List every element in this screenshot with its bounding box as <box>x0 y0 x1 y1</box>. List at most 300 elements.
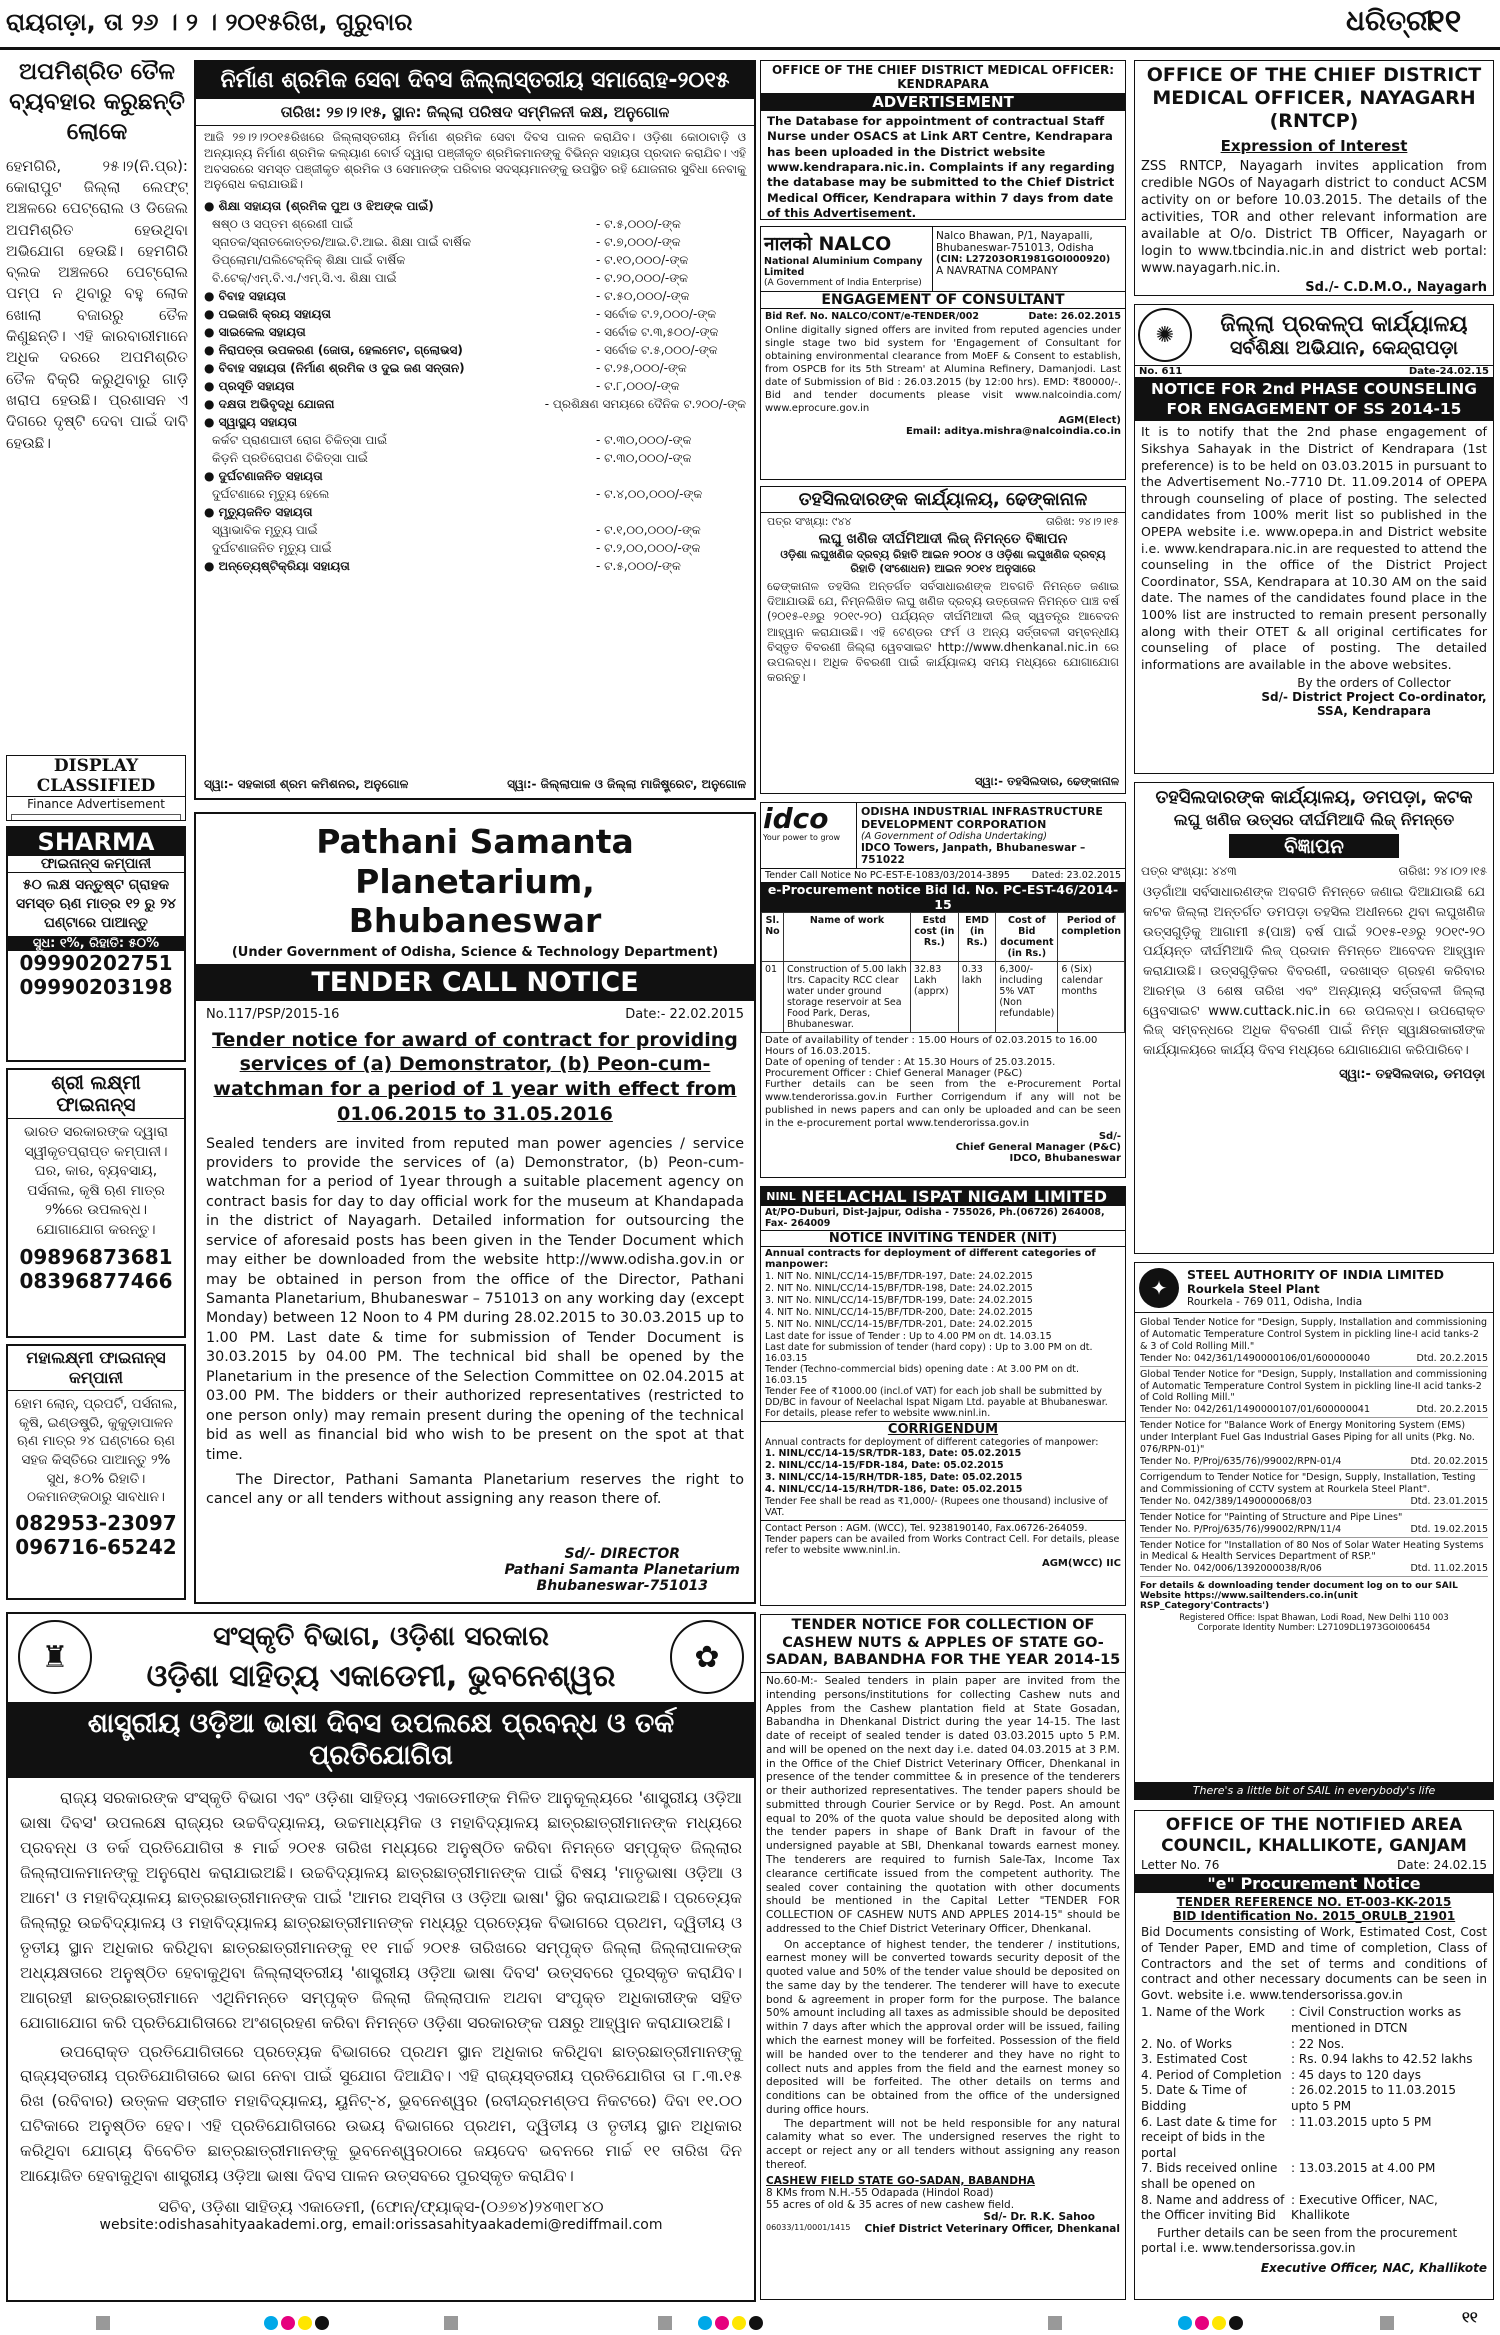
dampada-subtitle: ଲଘୁ ଖଣିଜ ଉତ୍ସର ଦୀର୍ଘମିଆଦି ଲିଜ୍ ନିମନ୍ତେ <box>1173 810 1455 829</box>
dhenkanal-rule: ଓଡ଼ିଶା ଲଘୁଖଣିଜ ଦ୍ରବ୍ୟ ରିହାତି ଆଇନ ୨୦୦୪ ଓ ଓଡ଼ିଶା ଲଘୁଖଣିଜ ଦ୍ରବ୍ୟ ରିହାତି (ସଂଶୋଧନ) ଆଇନ ୨୦୧୪ ଅନୁସାରେ <box>780 548 1106 575</box>
ninl-corr-items <box>761 1448 1125 1496</box>
rate-table-graphic <box>11 814 181 821</box>
nalco-company-sub: (A Government of India Enterprise) <box>764 278 922 288</box>
benefit-row <box>204 251 746 269</box>
benefit-row <box>204 467 746 485</box>
ninl-corrigendum-title: CORRIGENDUM <box>761 1421 1125 1437</box>
kendrapara-dpc-title-2: ସର୍ବଶିକ୍ଷା ଅଭିଯାନ, କେନ୍ଦ୍ରାପଡ଼ା <box>1230 336 1458 359</box>
benefit-label: ସ୍ନାତକ/ସ୍ନାତକୋତ୍ତର/ଆଇ.ଟି.ଆଇ. ଶିକ୍ଷା ପାଇଁ ବାର୍ଷିକ <box>212 235 471 250</box>
idco-header-cell: Period of completion <box>1058 913 1125 962</box>
kendrapara-dpc-title-1: ଜିଲ୍ଲା ପ୍ରକଳ୍ପ କାର୍ଯ୍ୟାଳୟ <box>1220 311 1468 337</box>
dampada-sign: ସ୍ୱା:- ତହସିଲଦାର, ଡମପଡ଼ା <box>1339 1066 1485 1082</box>
benefit-amount: - ସର୍ବୋଚ୍ଚ ଟ.୩,୫୦୦/-ଙ୍କ <box>596 325 719 340</box>
benefit-amount: - ଟ.୨୦,୦୦୦/-ଙ୍କ <box>596 271 688 286</box>
article-headline: ଅପମିଶ୍ରିତ ତୈଳ ବ୍ୟବହାର କରୁଛନ୍ତି ଲୋକେ <box>9 59 185 145</box>
sharma-body: ୫୦ ଲକ୍ଷ ସନ୍ତୁଷ୍ଟ ଗ୍ରାହକ ସମସ୍ତ ଋଣ ମାତ୍ର ୧୨ ରୁ ୨୪ ଘଣ୍ଟାରେ ପାଆନ୍ତୁ <box>15 877 177 931</box>
khallikote-key: 3. Estimated Cost <box>1141 2052 1248 2067</box>
benefit-amount: - ଟ.୩୦,୦୦୦/-ଙ୍କ <box>596 451 692 466</box>
kendrapara-dpc-bar: NOTICE FOR 2nd PHASE COUNSELING FOR ENGAGEMENT OF SS 2014-15 <box>1135 377 1493 421</box>
benefit-row <box>204 323 746 341</box>
lakshmi-phone-1[interactable]: 09896873681 <box>19 1244 173 1269</box>
khallikote-intro: Bid Documents consisting of Work, Estimated Cost, Cost of Tender Paper, EMD and time of completion, Class of Contractors and the set of terms and conditions of contract and other necessary documents can be seen in Govt. website i.e. www.tendersorissa.gov.in <box>1141 1925 1487 2002</box>
display-classified-subtitle: Finance Advertisement <box>27 797 165 811</box>
dampada-tahasil-ad <box>1134 782 1494 1254</box>
sail-city: Rourkela - 769 011, Odisha, India <box>1187 1296 1363 1308</box>
khallikote-row <box>1141 2052 1487 2068</box>
idco-sign-2: Chief General Manager (P&C) <box>955 1141 1121 1153</box>
sail-entry-desc: Corrigendum to Tender Notice for "Design, Supply, Installation, Testing and Commissioning of CCTV system at Rourkela Steel Plant". <box>1140 1471 1476 1495</box>
benefit-label: କିଡ଼ନି ପ୍ରତିରୋପଣ ଚିକିତ୍ସା ପାଇଁ <box>212 451 368 466</box>
nirman-dateline: ତାରିଖ: ୨୭।୨।୧୫, ସ୍ଥାନ: ଜିଲ୍ଲା ପରିଷଦ ସମ୍ମିଳନୀ କକ୍ଷ, ଅନୁଗୋଳ <box>196 99 754 126</box>
nalco-company: National Aluminium Company Limited <box>764 256 923 278</box>
dhenkanal-tahasil-ad <box>760 486 1126 794</box>
benefit-amount: - ସର୍ବୋଚ୍ଚ ଟ.୫,୦୦୦/-ଙ୍କ <box>596 343 718 358</box>
idco-cell: Construction of 5.00 lakh ltrs. Capacity RCC clear water under ground storage reservoir at Sea Food Park, Deras, Bhubaneswar. <box>783 962 910 1033</box>
kendrapara-cdmo-bar: ADVERTISEMENT <box>761 93 1125 111</box>
benefit-amount: - ଟ.୫୦,୦୦୦/-ଙ୍କ <box>596 289 690 304</box>
ssa-emblem-icon: ✺ <box>1138 308 1192 362</box>
benefit-row <box>204 287 746 305</box>
benefit-amount: - ଟ.୧୦,୦୦୦/-ଙ୍କ <box>596 253 689 268</box>
kendrapara-dpc-sign-3: SSA, Kendrapara <box>1316 704 1432 719</box>
khallikote-row <box>1141 2193 1487 2224</box>
ninl-contact: Contact Person : AGM. (WCC), Tel. 9238190140, Fax.06726-264059. Tender papers can be availed from Works Contract Cell. For details, please refer to website www.ninl.in. <box>761 1520 1125 1558</box>
ninl-items <box>761 1271 1125 1330</box>
kendrapara-cdmo-ad <box>760 60 1126 220</box>
ninl-name: NEELACHAL ISPAT NIGAM LIMITED <box>801 1187 1107 1206</box>
khallikote-row <box>1141 2005 1487 2036</box>
benefit-row <box>204 431 746 449</box>
ninl-corr-item: 3. NINL/CC/14-15/RH/TDR-185, Date: 05.02.2015 <box>765 1472 1023 1484</box>
planetarium-tender-ad <box>194 812 756 1604</box>
sail-entry <box>1140 1538 1488 1578</box>
article-body: ହେମଗିରି, ୨୫।୨(ନି.ପ୍ର): କୋରାପୁଟ ଜିଲ୍ଲା ଲେଫ୍ଟ୍ ଅଞ୍ଚଳରେ ପେଟ୍ରୋଲ ଓ ଡିଜେଲ ଅପମିଶ୍ରିତ ହେଉଥିବା ଅଭିଯୋଗ ହେଉଛି। ହେମଗିରି ବ୍ଲକ ଅଞ୍ଚଳରେ ପେଟ୍ରୋଲ ପମ୍ପ ନ ଥିବାରୁ ବହୁ ଲୋକ ଖୋଲା ବଜାରରୁ ତୈଳ କିଣୁଛନ୍ତି। ଏହି କାରବାରୀମାନେ ଅଧିକ ଦରରେ ଅପମିଶ୍ରିତ ତୈଳ ବିକ୍ରି କରୁଥିବାରୁ ଗାଡ଼ି ଖରାପ ହେଉଛି। ପ୍ରଶାସନ ଏ ଦିଗରେ ଦୃଷ୍ଟି ଦେବା ପାଇଁ ଦାବି ହେଉଛି। <box>6 156 188 452</box>
idco-table <box>761 912 1125 1033</box>
khallikote-val: : 11.03.2015 upto 5 PM <box>1291 2114 1432 2129</box>
sail-entry <box>1140 1510 1488 1538</box>
khallikote-key: 1. Name of the Work <box>1141 2005 1265 2020</box>
sanskruti-academy: ଓଡ଼ିଶା ସାହିତ୍ୟ ଏକାଡେମୀ, ଭୁବନେଶ୍ୱର <box>146 1658 616 1694</box>
benefit-row <box>204 197 746 215</box>
sail-entry-no: Tender No: 042/261/1490000107/01/600000041 <box>1140 1404 1370 1416</box>
benefit-row <box>204 449 746 467</box>
idco-sign-3: IDCO, Bhubaneswar <box>1009 1152 1121 1164</box>
idco-tagline: Your power to grow <box>763 833 841 842</box>
footer-page-number: ୧୧ <box>1462 2308 1478 2326</box>
planetarium-sign-1: Sd/- DIRECTOR <box>564 1546 681 1562</box>
sail-entry <box>1140 1315 1488 1367</box>
nirman-benefit-list <box>196 197 754 575</box>
nalco-body: Online digitally signed offers are invited from reputed agencies under single stage two bid system for 'Engagement of Consultant for obtaining environmental clearance from MoEF & Consent to establish, from OSPCB for its 5th Stream' at Alumina Refinery, Damanjodi. Last date of Submission of Bid : 26.03.2015 (by 12:00 hrs). EMD: ₹80000/-. Bid and tender documents please visit www.nalcoindia.com/ www.eprocure.gov.in <box>765 325 1121 414</box>
benefit-row <box>204 215 746 233</box>
dhenkanal-body: ଢେଙ୍କାନାଳ ତହସିଲ ଅନ୍ତର୍ଗତ ସର୍ବସାଧାରଣଙ୍କ ଅବଗତି ନିମନ୍ତେ ଜଣାଇ ଦିଆଯାଉଛି ଯେ, ନିମ୍ନଲିଖିତ ଲଘୁ ଖଣିଜ ଦ୍ରବ୍ୟ ଉତ୍ତୋଳନ ନିମନ୍ତେ ପାଞ୍ଚ ବର୍ଷ (୨୦୧୫-୧୬ରୁ ୨୦୧୯-୨୦) ପର୍ଯ୍ୟନ୍ତ ଦୀର୍ଘମିଆଦୀ ଲିଜ୍ ସ୍ୱତନ୍ତ୍ର ଆବେଦନ ଆହ୍ୱାନ କରାଯାଉଛି। ଏହି ଟେଣ୍ଡର ଫର୍ମ ଓ ଅନ୍ୟ ସର୍ତ୍ତାବଳୀ ସମ୍ବନ୍ଧୀୟ ବିସ୍ତୃତ ବିବରଣୀ ଜିଲ୍ଲା ୱେବସାଇଟ http://www.dhenkanal.nic.in ରେ ଉପଲବ୍ଧ। ଅଧିକ ବିବରଣୀ ପାଇଁ କାର୍ଯ୍ୟାଳୟ ସମୟ ମଧ୍ୟରେ ଯୋଗାଯୋଗ କରନ୍ତୁ। <box>767 579 1119 685</box>
idco-header-cell: Cost of Bid document (in Rs.) <box>996 913 1058 962</box>
nalco-date: Date: 26.02.2015 <box>1028 311 1121 322</box>
cashew-field-sub-2: 55 acres of old & 35 acres of new cashew field. <box>766 2198 1015 2211</box>
khallikote-sign: Executive Officer, NAC, Khallikote <box>1260 2260 1487 2275</box>
sail-entry-date: Dtd. 20.02.2015 <box>1410 1455 1488 1467</box>
sail-entry-no: Tender No. 042/389/1490000068/03 <box>1140 1495 1313 1507</box>
benefit-label: ● ସାଇକେଲ ସହାୟତା <box>204 325 306 340</box>
benefit-amount <box>596 503 746 521</box>
paper-logo: ଧରିତ୍ରୀ <box>1346 4 1434 37</box>
khallikote-val: : 13.03.2015 at 4.00 PM <box>1291 2161 1436 2176</box>
benefit-row <box>204 413 746 431</box>
display-classified-title: DISPLAY CLASSIFIED <box>7 756 185 797</box>
sail-entry-line <box>1140 1563 1488 1574</box>
cashew-title: TENDER NOTICE FOR COLLECTION OF CASHEW NUTS & APPLES OF STATE GO-SADAN, BABANDHA FOR THE YEAR 2014-15 <box>761 1615 1125 1673</box>
kendrapara-cdmo-body: The Database for appointment of contractual Staff Nurse under OSACS at Link ART Centre, Kendrapara has been uploaded in the District website www.kendrapara.nic.in. Complaints if any regarding the database may be submitted to the Chief District Medical Officer, Kendrapara within 7 days from date of this Advertisement. <box>767 114 1115 220</box>
benefit-row <box>204 269 746 287</box>
ninl-item: 1. NIT No. NINL/CC/14-15/BF/TDR-197, Date: 24.02.2015 <box>765 1271 1033 1282</box>
sail-ad <box>1134 1262 1494 1800</box>
kendrapara-dpc-sign-1: By the orders of Collector <box>1297 676 1451 691</box>
kendrapara-cdmo-title: OFFICE OF THE CHIEF DISTRICT MEDICAL OFFICER: KENDRAPARA <box>771 63 1115 91</box>
ninl-intro: Annual contracts for deployment of different categories of manpower: <box>765 1248 1096 1270</box>
ninl-corr-item: 1. NINL/CC/14-15/SR/TDR-183, Date: 05.02.2015 <box>765 1448 1022 1460</box>
cashew-body-2: On acceptance of highest tender, the tenderer / institutions, earnest money will be converted towards security deposit of the quoted value and 50% of the tender value should be deposited on the same day by the tenderer. The tenderer will have to execute bond & agreement in proper form for the purpose. The balance 50% amount including all taxes as admissible should be deposited within 7 days after which the approval order will be issued, failing which the earnest money will be forfeited. Possession of the field will be handed over to the tenderer and they have no right to collect nuts and apples from the field and the earnest money so deposited will be forfeited. The other details on terms and conditions can be obtained from the office of the undersigned during office hours. <box>766 1938 1120 2116</box>
ninl-logo: NINL <box>766 1190 796 1203</box>
ninl-corr-intro: Annual contracts for deployment of different categories of manpower: <box>765 1437 1099 1449</box>
idco-header-cell: Name of work <box>783 913 910 962</box>
sanskruti-ad <box>6 1612 756 2302</box>
khallikote-row <box>1141 2161 1487 2192</box>
khallikote-val: : Rs. 0.94 lakhs to 42.52 lakhs <box>1291 2052 1473 2067</box>
sail-entry-desc: Global Tender Notice for "Design, Supply, Installation and commissioning of Automatic Temperature Control System in pickling line-I acid tanks-2 & 3 of Cold Rolling Mill." <box>1140 1317 1488 1352</box>
kendrapara-dpc-ad <box>1134 304 1494 774</box>
benefit-label: ଡିପ୍ଲୋମା/ପଲିଟେକ୍ନିକ୍ ଶିକ୍ଷା ପାଇଁ ବାର୍ଷିକ <box>212 253 406 268</box>
benefit-amount <box>596 197 746 215</box>
sail-entry-date: Dtd. 23.01.2015 <box>1410 1495 1488 1507</box>
nayagarh-body: ZSS RNTCP, Nayagarh invites application from credible NGOs of Nayagarh district to conduct ACSM activity on or before 10.03.2015. The details of the activities, TOR and other relevant information are available at O/o. District TB Officer, Nayagarh or login to www.tbcindia.nic.in and district web portal: www.nayagarh.nic.in. <box>1141 159 1487 276</box>
ninl-corr-item: 4. NINL/CC/14-15/RH/TDR-186, Date: 05.02.2015 <box>765 1484 1023 1495</box>
khallikote-ref: TENDER REFERENCE NO. ET-003-KK-2015 <box>1176 1895 1452 1910</box>
benefit-row <box>204 377 746 395</box>
sanskruti-p2: ଉପରୋକ୍ତ ପ୍ରତିଯୋଗିତାରେ ପ୍ରତ୍ୟେକ ବିଭାଗରେ ପ୍ରଥମ ସ୍ଥାନ ଅଧିକାର କରିଥିବା ଛାତ୍ରଛାତ୍ରୀମାନଙ୍କୁ ରାଜ୍ୟସ୍ତରୀୟ ପ୍ରତିଯୋଗିତାରେ ଭାଗ ନେବା ପାଇଁ ସୁଯୋଗ ଦିଆଯିବ। ଏହି ରାଜ୍ୟସ୍ତରୀୟ ପ୍ରତିଯୋଗିତା ତା ୮.୩.୧୫ ରିଖ (ରବିବାର) ଉତ୍କଳ ସଙ୍ଗୀତ ମହାବିଦ୍ୟାଳୟ, ୟୁନିଟ୍-୪, ଭୁବନେଶ୍ୱର (ରବୀନ୍ଦ୍ରମଣ୍ଡପ ନିକଟରେ) ଦିବା ୧୧.୦୦ ଘଟିକାରେ ଅନୁଷ୍ଠିତ ହେବ। ଏହି ପ୍ରତିଯୋଗିତାରେ ଉଭୟ ବିଭାଗରେ ପ୍ରଥମ, ଦ୍ୱିତୀୟ ଓ ତୃତୀୟ ସ୍ଥାନ ଅଧିକାର କରିଥିବା ଯୋଗ୍ୟ ବିବେଚିତ ଛାତ୍ରଛାତ୍ରୀମାନଙ୍କୁ ଭୁବନେଶ୍ୱରଠାରେ ଜୟଦେବ ଭବନରେ ମାର୍ଚ୍ଚ ୧୧ ତାରିଖ ଦିନ ଆୟୋଜିତ ହେବାକୁଥିବା ଶାସ୍ତ୍ରୀୟ ଓଡ଼ିଆ ଭାଷା ଦିବସ ପାଳନ ଉତ୍ସବରେ ପୁରସ୍କୃତ କରାଯିବ। <box>20 2041 742 2186</box>
planetarium-sign-2: Pathani Samanta Planetarium <box>504 1562 740 1578</box>
nirman-shramik-ad <box>194 60 756 800</box>
khallikote-val: : 26.02.2015 to 11.03.2015 upto 5 PM <box>1291 2083 1456 2113</box>
sail-entry-no: Tender No. P/Proj/635/76)/99002/RPN/11/4 <box>1140 1523 1342 1535</box>
sail-tender-list <box>1135 1313 1493 1579</box>
dampada-bar: ବିଜ୍ଞାପନ <box>1229 834 1399 858</box>
sail-entry-desc: Tender Notice for "Installation of 80 Nos of Solar Water Heating Systems in Medical & Health Services Department of RSP." <box>1140 1539 1484 1563</box>
benefit-label: ● ବିବାହ ସହାୟତା (ନିର୍ମାଣ ଶ୍ରମିକ ଓ ଦୁଇ ଜଣ ସନ୍ତାନ) <box>204 361 465 376</box>
ninl-opening: Tender (Techno-commercial bids) opening date : At 3.00 PM on dt. 16.03.15 <box>765 1364 1079 1387</box>
nalco-email[interactable]: Email: aditya.mishra@nalcoindia.co.in <box>905 426 1121 437</box>
sail-logo-icon: ✦ <box>1139 1268 1179 1308</box>
dhenkanal-letter: ପତ୍ର ସଂଖ୍ୟା: ୯୪୪ <box>767 515 852 528</box>
sanskruti-web[interactable]: website:odishasahityaakademi.org, email:orissasahityaakademi@rediffmail.com <box>99 2217 663 2234</box>
benefit-row <box>204 359 746 377</box>
idco-sign-1: Sd/- <box>1098 1130 1121 1142</box>
benefit-label: ● ସ୍ୱାସ୍ଥ୍ୟ ସହାୟତା <box>204 415 297 430</box>
lakshmi-body: ଭାରତ ସରକାରଙ୍କ ଦ୍ୱାରା ସ୍ୱୀକୃତପ୍ରାପ୍ତ କମ୍ପାନୀ। ଘର, କାର, ବ୍ୟବସାୟ, ପର୍ସନାଲ, କୃଷି ଋଣ ମାତ୍ର ୨%ରେ ଉପଲବ୍ଧ। ଯୋଗାଯୋଗ କରନ୍ତୁ। <box>23 1124 169 1238</box>
sail-plant: Rourkela Steel Plant <box>1187 1282 1320 1296</box>
sharma-sub: ଫାଇନାନ୍ସ କମ୍ପାନୀ <box>8 856 184 873</box>
sail-entry-desc: Global Tender Notice for "Design, Supply, Installation and commissioning of Automatic Temperature Control System in pickling line-II acid tanks-2 of Cold Rolling Mill." <box>1140 1368 1488 1404</box>
sail-entry-no: Tender No. P/Proj/635/76)/99002/RPN-01/4 <box>1140 1455 1342 1467</box>
sail-entry-line <box>1140 1496 1488 1507</box>
idco-header-cell: Estd cost (in Rs.) <box>911 913 959 962</box>
sail-entry-desc: Tender Notice for "Balance Work of Energy Monitoring System (EMS) under Interplant Fuel Gas Industrial Gases Piping for all units (Pkg. No. 076/RPN-01)" <box>1140 1420 1475 1455</box>
idco-opening: Date of opening of tender : At 15.30 Hours of 25.03.2015. <box>765 1057 1056 1069</box>
benefit-label: ସ୍ୱାଭାବିକ ମୃତ୍ୟୁ ପାଇଁ <box>212 523 318 538</box>
cashew-body-3: The department will not be held responsible for any natural calamity what so ever. The undersigned reserves the right to accept or reject any or all tenders without assigning any reason thereof. <box>766 2117 1120 2171</box>
benefit-row <box>204 557 746 575</box>
khallikote-title: OFFICE OF THE NOTIFIED AREA COUNCIL, KHALLIKOTE, GANJAM <box>1161 1815 1467 1856</box>
benefit-amount: - ଟ.୭,୦୦୦/-ଙ୍କ <box>596 235 681 250</box>
idco-header-cell: EMD (in Rs.) <box>958 913 996 962</box>
sail-entry <box>1140 1470 1488 1510</box>
khallikote-date: Date: 24.02.15 <box>1397 1858 1487 1873</box>
odisha-govt-emblem-icon: ♜ <box>18 1620 92 1694</box>
khallikote-key: 7. Bids received online shall be opened on <box>1141 2161 1278 2191</box>
nirman-sign-left: ସ୍ୱା:- ସହକାରୀ ଶ୍ରମ କମିଶନର, ଅନୁଗୋଳ <box>204 777 409 791</box>
idco-header-cell: Sl. No <box>762 913 784 962</box>
planetarium-body-2: The Director, Pathani Samanta Planetarium reserves the right to cancel any or all tenders without assigning any reason there of. <box>206 1471 744 1508</box>
khallikote-key: 2. No. of Works <box>1141 2036 1233 2051</box>
khallikote-row <box>1141 2083 1487 2114</box>
ninl-item: 3. NIT No. NINL/CC/14-15/BF/TDR-199, Date: 24.02.2015 <box>765 1294 1033 1306</box>
cashew-tender-ad <box>760 1614 1126 2300</box>
benefit-row <box>204 305 746 323</box>
dhenkanal-title: ତହସିଲଦାରଙ୍କ କାର୍ଯ୍ୟାଳୟ, ଢେଙ୍କାନାଳ <box>761 487 1125 513</box>
sail-entry-no: Tender No. 042/006/1392000038/R/06 <box>1140 1563 1322 1575</box>
benefit-label: ● ଦକ୍ଷତା ଅଭିବୃଦ୍ଧି ଯୋଜନା <box>204 397 335 412</box>
sail-entry-line <box>1140 1524 1488 1535</box>
benefit-label: ଦୁର୍ଘଟଣାରେ ମୃତ୍ୟୁ ହେଲେ <box>212 487 330 502</box>
benefit-amount: - ଟ.୨୫,୦୦୦/-ଙ୍କ <box>596 361 687 376</box>
dateline: ରାୟଗଡ଼ା, ତା ୨୬ । ୨ । ୨୦୧୫ରିଖ, ଗୁରୁବାର <box>6 8 413 36</box>
sanskruti-sign: ସଚିବ, ଓଡ଼ିଶା ସାହିତ୍ୟ ଏକାଡେମୀ, (ଫୋନ୍/ଫ୍ୟାକ୍ସ-(୦୬୭୪)୨୪୩୧୮୪୦ <box>158 2197 604 2217</box>
benefit-amount: - ଟ.୧,୦୦,୦୦୦/-ଙ୍କ <box>596 523 701 538</box>
sail-entry-date: Dtd. 20.2.2015 <box>1416 1404 1488 1416</box>
idco-logo: idco <box>763 802 829 835</box>
lakshmi-name: ଶ୍ରୀ ଲକ୍ଷ୍ମୀ ଫାଇନାନ୍ସ <box>8 1070 184 1119</box>
idco-notice-no: Tender Call Notice No PC-EST-E-1083/03/2014-3895 <box>765 870 1010 882</box>
planetarium-title-2: Bhubaneswar <box>348 901 602 941</box>
khallikote-key: 8. Name and address of the Officer inviting Bid <box>1141 2192 1285 2223</box>
benefit-label: ● ନିରାପତ୍ତା ଉପକରଣ (ଜୋତା, ହେଲମେଟ, ଗ୍ଲୋଭସ) <box>204 343 463 358</box>
ninl-address: At/PO-Duburi, Dist-Jajpur, Odisha - 755026, Ph.(06726) 264008, Fax- 264009 <box>761 1206 1125 1231</box>
cashew-field-sub-1: 8 KMs from N.H.-55 Odapada (Hindol Road) <box>766 2186 994 2199</box>
sanskruti-dept: ସଂସ୍କୃତି ବିଭାଗ, ଓଡ଼ିଶା ସରକାର <box>213 1620 549 1652</box>
benefit-label: ● ଅନ୍ତ୍ୟେଷ୍ଟିକ୍ରିୟା ସହାୟତା <box>204 559 350 574</box>
benefit-amount: - ଟ.୫,୦୦୦/-ଙ୍କ <box>596 217 681 232</box>
benefit-row <box>204 233 746 251</box>
dhenkanal-sign: ସ୍ୱା:- ତହସିଲଦାର, ଢେଙ୍କାନାଳ <box>974 774 1119 788</box>
benefit-amount: - ଟ.୪,୦୦,୦୦୦/-ଙ୍କ <box>596 487 703 502</box>
khallikote-row <box>1141 2037 1487 2053</box>
idco-cell: 0.33 lakh <box>958 962 996 1033</box>
ninl-fee: Tender Fee of ₹1000.00 (incl.of VAT) for each job shall be submitted by DD/BC in favour of Neelachal Ispat Nigam Ltd. payable at Bhubaneswar. For details, please refer to website www.ninl.in. <box>765 1386 1108 1420</box>
lakshmi-finance-ad <box>6 1068 186 1338</box>
sail-footer: For details & downloading tender document log on to our SAIL Website https://www.sailtenders.co.in(unit RSP_Category'Contracts') <box>1140 1581 1458 1612</box>
display-classified-header <box>6 755 186 821</box>
sail-entry-line <box>1140 1353 1488 1364</box>
benefit-label: କର୍କଟ ପ୍ରାଣଘାତୀ ରୋଗ ଚିକିତ୍ସା ପାଇଁ <box>212 433 388 448</box>
cashew-code: 06033/11/0001/1415 <box>766 2222 851 2232</box>
khallikote-key: 6. Last date & time for receipt of bids in the portal <box>1141 2114 1277 2160</box>
planetarium-bar: TENDER CALL NOTICE <box>196 964 754 1001</box>
khallikote-bar: "e" Procurement Notice <box>1135 1874 1493 1893</box>
dampada-title: ତହସିଲଦାରଙ୍କ କାର୍ଯ୍ୟାଳୟ, ଡମପଡ଼ା, କଟକ <box>1155 787 1473 808</box>
ninl-corr-fee: Tender Fee shall be read as ₹1,000/- (Rupees one thousand) inclusive of VAT. <box>765 1495 1108 1518</box>
khallikote-letter: Letter No. 76 <box>1141 1858 1220 1873</box>
nayagarh-cdmo-ad <box>1134 60 1494 296</box>
benefit-amount <box>596 413 746 431</box>
cashew-sign-1: Sd/- Dr. R.K. Sahoo <box>983 2210 1095 2223</box>
sail-slogan: There's a little bit of SAIL in everybody's life <box>1135 1782 1493 1799</box>
benefit-amount: - ଟ.୩୦,୦୦୦/-ଙ୍କ <box>596 433 692 448</box>
benefit-amount: - ଟ.୮,୦୦୦/-ଙ୍କ <box>596 379 680 394</box>
benefit-amount: - ଟ.୫,୦୦୦/-ଙ୍କ <box>596 559 681 574</box>
khallikote-key: 5. Date & Time of Bidding <box>1141 2083 1247 2113</box>
sail-reg: Registered Office: Ispat Bhawan, Lodi Road, New Delhi 110 003 <box>1179 1613 1449 1624</box>
idco-cell: 32.83 Lakh (apprx) <box>911 962 959 1033</box>
academy-emblem-icon: ✿ <box>670 1620 744 1694</box>
benefit-row <box>204 485 746 503</box>
sail-entry <box>1140 1418 1488 1470</box>
sharma-phone-1[interactable]: 09990202751 <box>19 950 173 975</box>
nirman-title: ନିର୍ମାଣ ଶ୍ରମିକ ସେବା ଦିବସ ଜିଲ୍ଲାସ୍ତରୀୟ ସମାରୋହ-୨୦୧୫ <box>196 62 754 99</box>
mahalakshmi-body: ହୋମ ଲୋନ୍, ପ୍ରପର୍ଟି, ପର୍ସନାଲ, କୃଷି, ଇଣ୍ଡଷ୍ଟ୍ରି, କୁକୁଡ଼ାପାଳନ ଋଣ ମାତ୍ର ୨୪ ଘଣ୍ଟାରେ ଋଣ ସହଜ କିସ୍ତିରେ ପାଆନ୍ତୁ ୨% ସୁଧ, ୫୦% ରିହାତି। ଠକମାନଙ୍କଠାରୁ ସାବଧାନ। <box>14 1396 178 1506</box>
sail-entry-date: Dtd. 11.02.2015 <box>1410 1563 1488 1575</box>
nalco-ad <box>760 226 1126 480</box>
benefit-label: ଷଷ୍ଠ ଓ ସପ୍ତମ ଶ୍ରେଣୀ ପାଇଁ <box>212 217 353 232</box>
lakshmi-phone-2[interactable]: 08396877466 <box>19 1268 173 1293</box>
benefit-row <box>204 503 746 521</box>
cashew-sign-2: Chief District Veterinary Officer, Dhenkanal <box>864 2222 1120 2235</box>
benefit-amount: - ଟ.୨,୦୦,୦୦୦/-ଙ୍କ <box>596 541 701 556</box>
sail-entry-date: Dtd. 20.2.2015 <box>1416 1352 1488 1364</box>
benefit-label: ● ଦୁର୍ଘଟଣାଜନିତ ସହାୟତା <box>204 469 323 484</box>
benefit-row <box>204 539 746 557</box>
idco-date: Dated: 23.02.2015 <box>1031 870 1121 882</box>
idco-cell: 6,300/- including 5% VAT (Non refundable) <box>996 962 1058 1033</box>
benefit-amount <box>596 467 746 485</box>
masthead <box>0 0 1500 50</box>
benefit-row <box>204 395 746 413</box>
sail-entry-line <box>1140 1404 1488 1415</box>
idco-address: IDCO Towers, Janpath, Bhubaneswar – 751022 <box>861 842 1086 867</box>
benefit-label: ● ବିବାହ ସହାୟତା <box>204 289 286 304</box>
sharma-finance-ad <box>6 826 186 1062</box>
nirman-sign-right: ସ୍ୱା:- ଜିଲ୍ଲାପାଳ ଓ ଜିଲ୍ଲା ମାଜିଷ୍ଟ୍ରେଟ, ଅନୁଗୋଳ <box>507 777 746 791</box>
khallikote-val: : Civil Construction works as mentioned in DTCN <box>1291 2005 1462 2036</box>
kendrapara-dpc-sign-2: Sd/- District Project Co-ordinator, <box>1261 690 1487 705</box>
benefit-label: ବି.ଟେକ୍/ଏମ୍.ବି.ଏ./ଏମ୍.ସି.ଏ. ଶିକ୍ଷା ପାଇଁ <box>212 271 397 286</box>
benefit-label: ଦୁର୍ଘଟଣାଜନିତ ମୃତ୍ୟୁ ପାଇଁ <box>212 541 332 556</box>
ninl-last-submit: Last date for submission of tender (hard copy) : Up to 3.00 PM on dt. 16.03.15 <box>765 1342 1093 1365</box>
benefit-row <box>204 521 746 539</box>
benefit-row <box>204 341 746 359</box>
mahalakshmi-name: ମହାଲକ୍ଷ୍ମୀ ଫାଇନାନ୍ସ କମ୍ପାନୀ <box>8 1346 184 1391</box>
benefit-label: ● ମୃତ୍ୟୁଜନିତ ସହାୟତା <box>204 505 313 520</box>
nayagarh-sign: Sd./- C.D.M.O., Nayagarh <box>1305 279 1487 295</box>
nalco-cin: (CIN: L27203OR1981GOI000920) <box>936 254 1111 265</box>
planetarium-body: Sealed tenders are invited from reputed man power agencies / service providers to provide the services of (a) Demonstrator, (b) Peon-cum-watchman for a period of 1year through a suitable placement agency on contract basis for day to day official work for the museum at Khandapada in the district of Nayagarh. Detailed information for outsourcing the service of aforesaid posts has been given in the Tender Document which may either be downloaded from the website http://www.odisha.gov.in or may be obtained in person from the office of the Director, Pathani Samanta Planetarium, Bhubaneswar – 751013 on any working day (except Monday) between 12 Noon to 4 PM during 28.02.2015 to 30.03.2015 up to 1.00 PM. Last date & time for submission of Tender Document is 30.03.2015 by 04.00 PM. The technical bid shall be opened by the Planetarium in the presence of the Selection Committee on 02.04.2015 at 03.00 PM. The bidders or their authorized representatives (restricted to one person only) may remain present during the opening of the technical bid as well as financial bid who wish to be present on the spot at that time. <box>206 1135 744 1463</box>
col1-news-article <box>6 58 188 748</box>
sail-entry-no: Tender No: 042/361/1490000106/01/600000040 <box>1140 1352 1370 1364</box>
benefit-amount: - ପ୍ରଶିକ୍ଷଣ ସମୟରେ ଦୈନିକ ଟ.୨୦୦/-ଙ୍କ <box>544 397 746 412</box>
nalco-ref: Bid Ref. No. NALCO/CONT/e-TENDER/002 <box>765 311 980 322</box>
sanskruti-bar: ଶାସ୍ତ୍ରୀୟ ଓଡ଼ିଆ ଭାଷା ଦିବସ ଉପଲକ୍ଷେ ପ୍ରବନ୍ଧ ଓ ତର୍କ ପ୍ରତିଯୋଗିତା <box>8 1702 754 1778</box>
cashew-field: CASHEW FIELD STATE GO-SADAN, BABANDHA <box>766 2174 1035 2187</box>
sail-cin: Corporate Identity Number: L27109DL1973GOI006454 <box>1197 1623 1431 1634</box>
sail-entry-line <box>1140 1456 1488 1467</box>
idco-cell: 6 (Six) calendar months <box>1058 962 1125 1033</box>
benefit-label: ● ପ୍ରସୂତି ସହାୟତା <box>204 379 295 394</box>
khallikote-key: 4. Period of Completion <box>1141 2067 1282 2082</box>
nalco-sign: AGM(Elect) <box>1058 415 1121 426</box>
nalco-logo: नालको NALCO <box>764 233 892 255</box>
kendrapara-dpc-date: Date-24.02.15 <box>1408 366 1489 377</box>
khallikote-row <box>1141 2115 1487 2162</box>
mahalakshmi-phone-2[interactable]: 096716-65242 <box>15 1534 177 1559</box>
idco-bar: e-Procurement notice Bid Id. No. PC-EST-46/2014-15 <box>761 882 1125 912</box>
planetarium-under: (Under Government of Odisha, Science & Technology Department) <box>231 944 719 960</box>
khallikote-val: : 22 Nos. <box>1291 2036 1345 2051</box>
nayagarh-subtitle: Expression of Interest <box>1220 137 1408 156</box>
planetarium-sign-3: Bhubaneswar-751013 <box>536 1578 708 1594</box>
khallikote-further: Further details can be seen from the procurement portal i.e. www.tendersorissa.gov.in <box>1141 2225 1458 2256</box>
nirman-intro: ଆଜି ୨୭।୨।୨୦୧୫ରିଖରେ ଜିଲ୍ଲାସ୍ତରୀୟ ନିର୍ମାଣ ଶ୍ରମିକ ସେବା ଦିବସ ପାଳନ କରାଯିବ। ଓଡ଼ିଶା କୋଠାବାଡ଼ି ଓ ଅନ୍ୟାନ୍ୟ ନିର୍ମାଣ ଶ୍ରମିକ କଲ୍ୟାଣ ବୋର୍ଡ ଦ୍ୱାରା ପଞ୍ଜୀକୃତ ଶ୍ରମିକମାନଙ୍କୁ ବିଭିନ୍ନ ସହାୟତା ପ୍ରଦାନ କରାଯିବ। ଏହି ଅବସରରେ ସମସ୍ତ ପଞ୍ଜୀକୃତ ଶ୍ରମିକ ଓ ସେମାନଙ୍କ ପରିବାର ସଦସ୍ୟମାନଙ୍କୁ ଉପସ୍ଥିତ ରହି ଯୋଜନାର ସୁବିଧା ନେବାକୁ ଅନୁରୋଧ କରାଯାଉଛି। <box>204 130 746 192</box>
mahalakshmi-phone-1[interactable]: 082953-23097 <box>15 1510 177 1535</box>
sharma-phone-2[interactable]: 09990203198 <box>19 974 173 999</box>
sail-name: STEEL AUTHORITY OF INDIA LIMITED <box>1187 1267 1445 1282</box>
khallikote-row <box>1141 2068 1487 2084</box>
planetarium-date: Date:- 22.02.2015 <box>625 1006 744 1022</box>
ninl-item: 5. NIT No. NINL/CC/14-15/BF/TDR-201, Date: 24.02.2015 <box>765 1318 1033 1330</box>
khallikote-val: : Executive Officer, NAC, Khallikote <box>1291 2192 1438 2223</box>
benefit-amount: - ସର୍ବୋଚ୍ଚ ଟ.୨,୦୦୦/-ଙ୍କ <box>596 307 717 322</box>
idco-body: Further details can be seen from the e-Procurement Portal www.tenderorissa.gov.in Further Corrigendum if any will not be published in news papers and can only be uploaded and can be seen in the e-procurement portal www.tenderorissa.gov.in <box>765 1079 1121 1129</box>
kendrapara-dpc-body: It is to notify that the 2nd phase engagement of Sikshya Sahayak in the District of Kendrapara (1st preference) is to be held on 03.03.2015 in pursuant to the Advertisement No.-7710 Dt. 11.09.2014 of OPEPA through counseling of place of posting. The selected candidates from 100% merit list so published in the OPEPA website i.e. www.opepa.in and District website i.e. www.kendrapara.nic.in are requested to attend the counseling in the office of the District Project Coordinator, SSA, Kendrapara at 10.30 AM on the said date. The names of the candidates found place in the 100% list are instructed to remain present personally along with their OTET & all original certificates for counseling of place of posting. The detailed informations are available in the above websites. <box>1141 424 1487 672</box>
khallikote-val: : 45 days to 120 days <box>1291 2067 1421 2082</box>
idco-name: ODISHA INDUSTRIAL INFRASTRUCTURE DEVELOPMENT CORPORATION <box>861 805 1103 832</box>
nalco-title: ENGAGEMENT OF CONSULTANT <box>761 292 1125 309</box>
khallikote-nac-ad <box>1134 1810 1494 2300</box>
dhenkanal-subtitle: ଲଘୁ ଖଣିଜ ଦୀର୍ଘମିଆଦୀ ଲିଜ୍ ନିମନ୍ତେ ବିଜ୍ଞାପନ <box>818 531 1068 547</box>
benefit-label: ● ଶିକ୍ଷା ସହାୟତା (ଶ୍ରମିକ ପୁଅ ଓ ଝିଅଙ୍କ ପାଇଁ) <box>204 199 434 214</box>
dampada-date: ତାରିଖ: ୨୪।୦୨।୧୫ <box>1398 864 1487 878</box>
page-number: ୧୧ <box>1428 2 1462 40</box>
dhenkanal-date: ତାରିଖ: ୨୪।୨।୧୫ <box>1045 515 1119 528</box>
sail-entry <box>1140 1367 1488 1419</box>
sharma-rate: ସୁଧ: ୧%, ରିହାତି: ୫୦% <box>8 936 184 951</box>
ninl-last-issue: Last date for issue of Tender : Up to 4.00 PM on dt. 14.03.15 <box>765 1331 1052 1343</box>
nayagarh-title: OFFICE OF THE CHIEF DISTRICT MEDICAL OFFICER, NAYAGARH (RNTCP) <box>1146 64 1482 132</box>
kendrapara-dpc-no: No. 611 <box>1139 366 1183 377</box>
ninl-ad <box>760 1186 1126 1606</box>
idco-avail: Date of availability of tender : 15.00 Hours of 02.03.2015 to 16.00 Hours of 16.03.2015. <box>765 1035 1098 1058</box>
nalco-address: Nalco Bhawan, P/1, Nayapalli, Bhubaneswar-751013, Odisha <box>936 230 1094 254</box>
cashew-body: No.60-M:- Sealed tenders in plain paper are invited from the intending persons/institutions for collecting Cashew nuts and Apples from the Cashew plantation field at State Gosadan, Babandha in Dhenkanal District during the year 14-15. The last date of receipt of sealed tender is dated 03.03.2015 upto 5 P.M. and will be opened on the next day i.e. dated 04.03.2015 at 3 P.M. in the Office of the Chief District Veterinary Officer, Dhenkanal in presence of the tender committee & in presence of the tenderers or their authorized representatives. The tender papers should be submitted through Courier Service or by Regd. Post. An amount equal to 20% of the quota value should be deposited along with the tender papers in shape of Bank Draft in favour of the undersigned payable at SBI, Dhenkanal towards earnest money. The tenderers are required to furnish Sale-Tax, Income Tax clearance certificate issued from the competent authority. The sealed cover containing the quotation with other documents should be mentioned in the Capital Letter "TENDER FOR COLLECTION OF CASHEW NUTS AND APPLES 2014-15" should be addressed to the Chief District Veterinary Officer, Dhenkanal. <box>766 1675 1120 1935</box>
ninl-corr-item: 2. NINL/CC/14-15/FDR-184, Date: 05.02.2015 <box>765 1460 1004 1472</box>
benefit-label: ● ପଇଜାରି କ୍ରୟ ସହାୟତା <box>204 307 331 322</box>
sail-entry-date: Dtd. 19.02.2015 <box>1410 1523 1488 1535</box>
ninl-item: 2. NIT No. NINL/CC/14-15/BF/TDR-198, Date: 24.02.2015 <box>765 1282 1033 1294</box>
ninl-sign: AGM(WCC) IIC <box>1041 1557 1121 1569</box>
idco-officer: Procurement Officer : Chief General Manager (P&C) <box>765 1068 1023 1080</box>
ninl-title: NOTICE INVITING TENDER (NIT) <box>761 1231 1125 1247</box>
nalco-navratna: A NAVRATNA COMPANY <box>936 265 1058 277</box>
dampada-body: ଓଡ଼ଗାଁଆ ସର୍ବସାଧାରଣଙ୍କ ଅବଗତି ନିମନ୍ତେ ଜଣାଇ ଦିଆଯାଉଛି ଯେ କଟକ ଜିଲ୍ଲା ଅନ୍ତର୍ଗତ ଡମପଡ଼ା ତହସିଲ ଅଧୀନରେ ଥିବା ଲଘୁଖଣିଜ ଉତ୍ସଗୁଡ଼ିକୁ ଆଗାମୀ ୫(ପାଞ୍ଚ) ବର୍ଷ ପାଇଁ ୨୦୧୫-୧୬ରୁ ୨୦୧୯-୨୦ ପର୍ଯ୍ୟନ୍ତ ଦୀର୍ଘମିଆଦି ଲିଜ୍ ପ୍ରଦାନ ନିମନ୍ତେ ଆବେଦନ ଆହ୍ୱାନ କରାଯାଉଛି। ଉତ୍ସଗୁଡ଼ିକର ବିବରଣୀ, ଦରଖାସ୍ତ ଗ୍ରହଣ କରିବାର ଆରମ୍ଭ ଓ ଶେଷ ତାରିଖ ଏବଂ ଅନ୍ୟାନ୍ୟ ସର୍ତ୍ତାବଳୀ ଜିଲ୍ଲା ୱେବସାଇଟ www.cuttack.nic.in ରେ ଉପଲବ୍ଧ। ଉପରୋକ୍ତ ଲିଜ୍ ସମ୍ବନ୍ଧରେ ଅଧିକ ବିବରଣୀ ପାଇଁ ନିମ୍ନ ସ୍ୱାକ୍ଷରକାରୀଙ୍କ କାର୍ଯ୍ୟାଳୟରେ କାର୍ଯ୍ୟ ଦିବସ ମଧ୍ୟରେ ଯୋଗାଯୋଗ କରିପାରିବେ। <box>1143 885 1485 1058</box>
mahalakshmi-finance-ad <box>6 1344 186 1600</box>
idco-ad <box>760 802 1126 1178</box>
